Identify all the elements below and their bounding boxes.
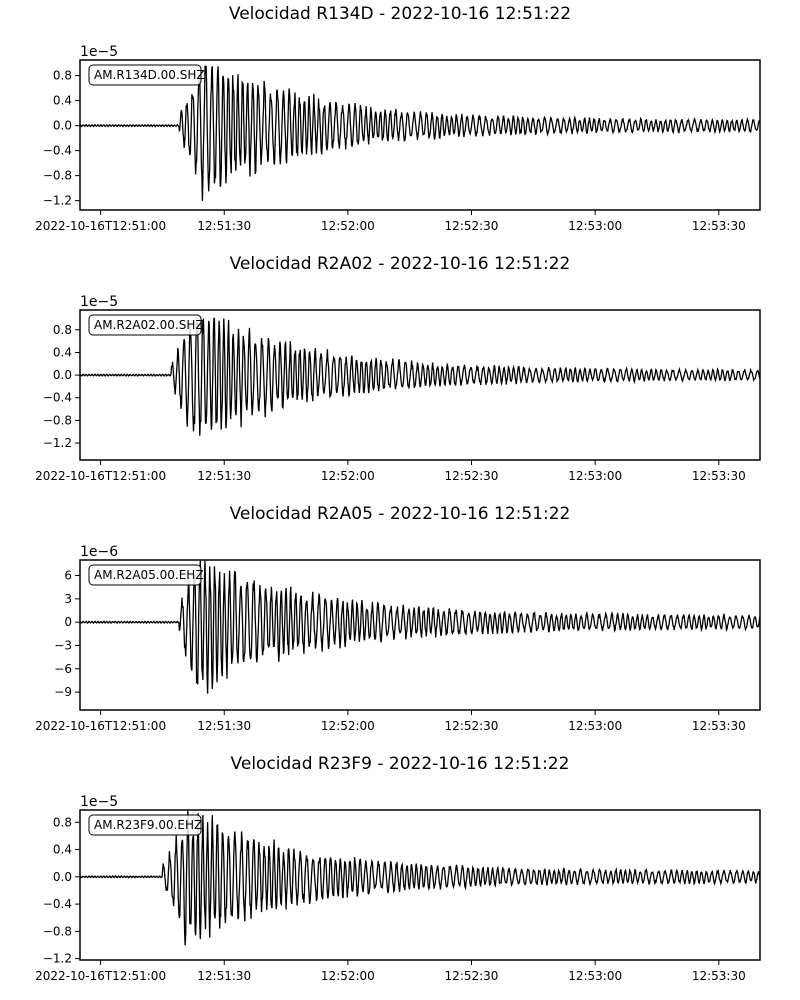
x-tick-label: 2022-10-16T12:51:00	[35, 719, 167, 733]
y-tick-label: 3	[64, 591, 72, 606]
legend-label: AM.R134D.00.SHZ	[94, 68, 205, 82]
y-multiplier-label: 1e−5	[80, 794, 119, 810]
x-tick-label: 12:53:00	[568, 969, 623, 983]
y-tick-label: 0.8	[52, 815, 72, 830]
y-tick-label: −1.2	[42, 193, 72, 208]
x-tick-label: 12:52:30	[444, 469, 499, 483]
chart-title: Velocidad R23F9 - 2022-10-16 12:51:22	[230, 754, 570, 774]
y-tick-label: 0.0	[52, 368, 72, 383]
panel-0	[35, 4, 760, 233]
x-tick-label: 12:53:00	[568, 719, 623, 733]
x-tick-label: 12:52:00	[320, 719, 375, 733]
x-tick-label: 12:52:30	[444, 719, 499, 733]
legend	[89, 315, 204, 335]
x-tick-label: 12:53:00	[568, 219, 623, 233]
x-tick-label: 2022-10-16T12:51:00	[35, 469, 167, 483]
x-tick-label: 12:53:30	[691, 469, 746, 483]
waveform-line	[80, 319, 760, 436]
y-tick-label: 6	[64, 568, 72, 583]
x-tick-label: 12:52:30	[444, 969, 499, 983]
panel-3	[35, 754, 760, 983]
x-tick-label: 12:51:30	[197, 969, 252, 983]
legend-label: AM.R23F9.00.EHZ	[94, 818, 203, 832]
y-tick-label: −3	[54, 638, 72, 653]
waveform-line	[80, 66, 760, 201]
x-tick-label: 12:52:30	[444, 219, 499, 233]
legend-label: AM.R2A02.00.SHZ	[94, 318, 204, 332]
x-tick-label: 2022-10-16T12:51:00	[35, 969, 167, 983]
x-tick-label: 2022-10-16T12:51:00	[35, 219, 167, 233]
y-tick-label: −1.2	[42, 951, 72, 966]
x-tick-label: 12:51:30	[197, 719, 252, 733]
chart-title: Velocidad R134D - 2022-10-16 12:51:22	[228, 4, 572, 24]
y-tick-label: 0	[64, 615, 72, 630]
x-tick-label: 12:52:00	[320, 219, 375, 233]
chart-title: Velocidad R2A02 - 2022-10-16 12:51:22	[229, 254, 571, 274]
y-tick-label: 0.4	[52, 93, 72, 108]
x-tick-label: 12:53:30	[691, 719, 746, 733]
y-tick-label: −1.2	[42, 436, 72, 451]
y-tick-label: −0.8	[42, 168, 72, 183]
y-tick-label: −0.8	[42, 924, 72, 939]
x-tick-label: 12:53:00	[568, 469, 623, 483]
y-tick-label: 0.0	[52, 118, 72, 133]
y-tick-label: 0.8	[52, 68, 72, 83]
chart-title: Velocidad R2A05 - 2022-10-16 12:51:22	[229, 504, 571, 524]
x-tick-label: 12:51:30	[197, 469, 252, 483]
y-tick-label: −0.4	[42, 143, 72, 158]
y-multiplier-label: 1e−5	[80, 44, 119, 60]
y-tick-label: −9	[54, 685, 72, 700]
x-tick-label: 12:51:30	[197, 219, 252, 233]
y-multiplier-label: 1e−6	[80, 544, 119, 560]
panel-1	[35, 254, 760, 483]
y-tick-label: −0.4	[42, 897, 72, 912]
y-multiplier-label: 1e−5	[80, 294, 119, 310]
x-tick-label: 12:52:00	[320, 469, 375, 483]
x-tick-label: 12:52:00	[320, 969, 375, 983]
y-tick-label: −0.8	[42, 413, 72, 428]
legend	[89, 565, 204, 585]
x-tick-label: 12:53:30	[691, 969, 746, 983]
y-tick-label: −0.4	[42, 390, 72, 405]
y-tick-label: 0.4	[52, 842, 72, 857]
legend-label: AM.R2A05.00.EHZ	[94, 568, 204, 582]
y-tick-label: 0.8	[52, 322, 72, 337]
x-tick-label: 12:53:30	[691, 219, 746, 233]
panel-2	[35, 504, 760, 733]
legend	[89, 65, 205, 85]
y-tick-label: −6	[54, 661, 72, 676]
y-tick-label: 0.0	[52, 869, 72, 884]
legend	[89, 815, 202, 835]
y-tick-label: 0.4	[52, 345, 72, 360]
